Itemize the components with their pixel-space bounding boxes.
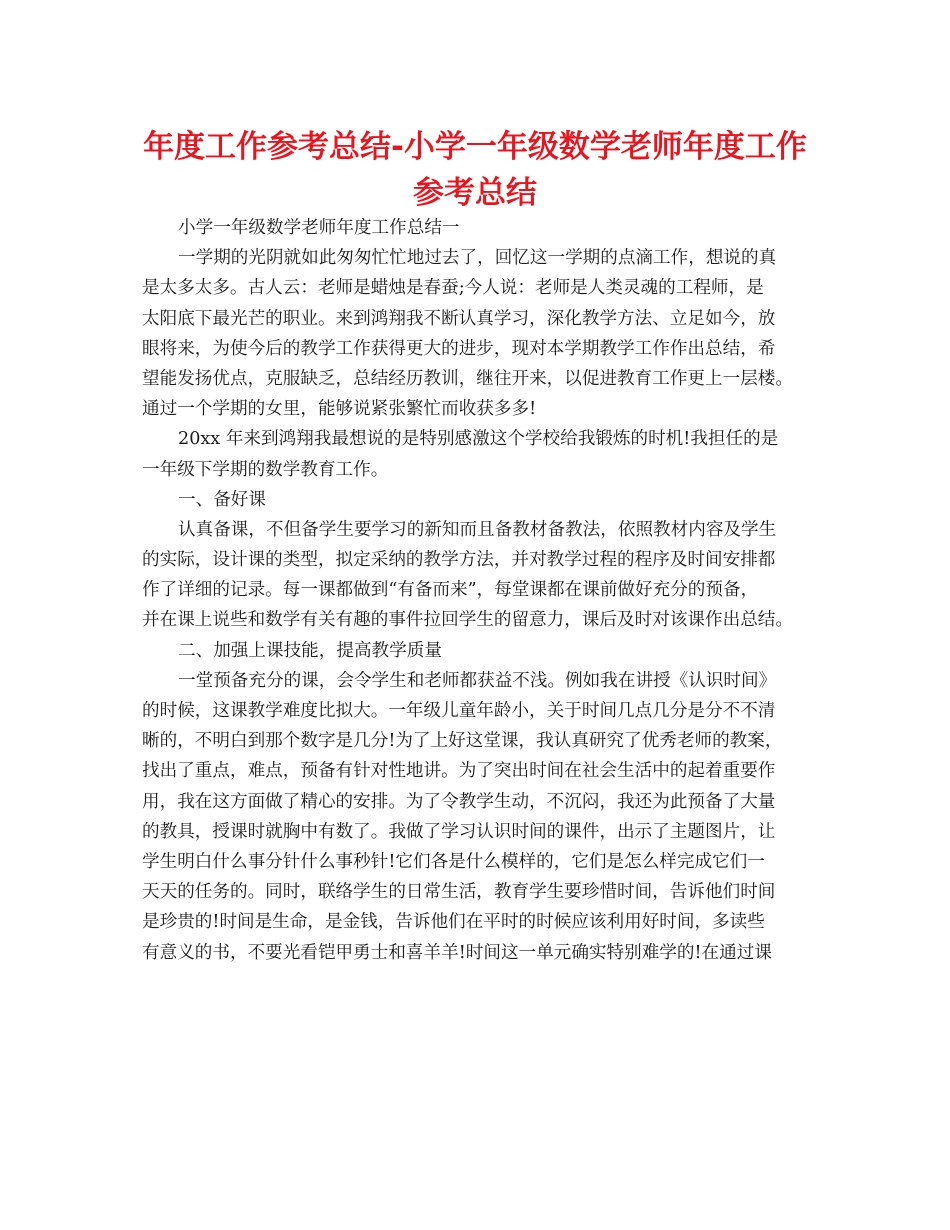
body-line: 有意义的书，不要光看铠甲勇士和喜羊羊!时间这一单元确实特别难学的!在通过课: [142, 942, 772, 963]
document-body: [142, 213, 842, 968]
body-line: 通过一个学期的女里，能够说紧张繁忙而收获多多!: [142, 399, 537, 420]
body-line: 晰的，不明白到那个数字是几分!为了上好这堂课，我认真研究了优秀老师的教案，: [142, 731, 783, 752]
document-title-line-2: 参考总结: [413, 175, 537, 211]
body-line: 20xx 年来到鸿翔我最想说的是特别感激这个学校给我锻炼的时机!我担任的是: [178, 429, 779, 450]
body-line: 是珍贵的!时间是生命，是金钱，告诉他们在平时的时候应该利用好时间，多读些: [142, 912, 765, 933]
body-line: 学生明白什么事分针什么事秒针!它们各是什么模样的，它们是怎么样完成它们一: [142, 851, 765, 872]
body-line: 用，我在这方面做了精心的安排。为了令教学生动，不沉闷，我还为此预备了大量: [142, 791, 776, 812]
body-line: 天天的任务的。同时，联络学生的日常生活，教育学生要珍惜时间，告诉他们时间: [142, 882, 776, 903]
body-line: 一、备好课: [178, 489, 266, 510]
body-line: 的教具，授课时就胸中有数了。我做了学习认识时间的课件，出示了主题图片，让: [142, 821, 776, 842]
body-line: 太阳底下最光芒的职业。来到鸿翔我不断认真学习，深化教学方法、立足如今，放: [142, 308, 776, 329]
body-line: 找出了重点，难点，预备有针对性地讲。为了突出时间在社会生活中的起着重要作: [142, 761, 776, 782]
body-line: 作了详细的记录。每一课都做到“有备而来”，每堂课都在课前做好充分的预备，: [142, 580, 759, 601]
document-title-line-1: 年度工作参考总结-小学一年级数学老师年度工作: [143, 129, 807, 165]
body-line: 眼将来，为使今后的教学工作获得更大的进步，现对本学期教学工作作出总结，希: [142, 338, 776, 359]
body-line: 一堂预备充分的课，会令学生和老师都获益不浅。例如我在讲授《认识时间》: [178, 670, 777, 691]
body-line: 是太多太多。古人云：老师是蜡烛是春蚕;今人说：老师是人类灵魂的工程师，是: [142, 278, 764, 299]
body-line: 的时候，这课教学难度比拟大。一年级儿童年龄小，关于时间几点几分是分不不清: [142, 701, 776, 721]
body-line: 的实际，设计课的类型，拟定采纳的教学方法，并对教学过程的程序及时间安排都: [142, 550, 776, 571]
body-line: 一学期的光阴就如此匆匆忙忙地过去了，回忆这一学期的点滴工作，想说的真: [178, 248, 777, 269]
body-line: 并在课上说些和数学有关有趣的事件拉回学生的留意力，课后及时对该课作出总结。: [142, 610, 793, 631]
body-line: 一年级下学期的数学教育工作。: [142, 459, 389, 480]
body-line: 望能发扬优点，克服缺乏，总结经历教训，继往开来，以促进教育工作更上一层楼。: [142, 368, 793, 389]
body-line: 小学一年级数学老师年度工作总结一: [178, 218, 460, 238]
body-line: 二、加强上课技能，提高教学质量: [178, 640, 442, 661]
body-line: 认真备课，不但备学生要学习的新知而且备教材备教法，依照教材内容及学生: [178, 519, 777, 540]
